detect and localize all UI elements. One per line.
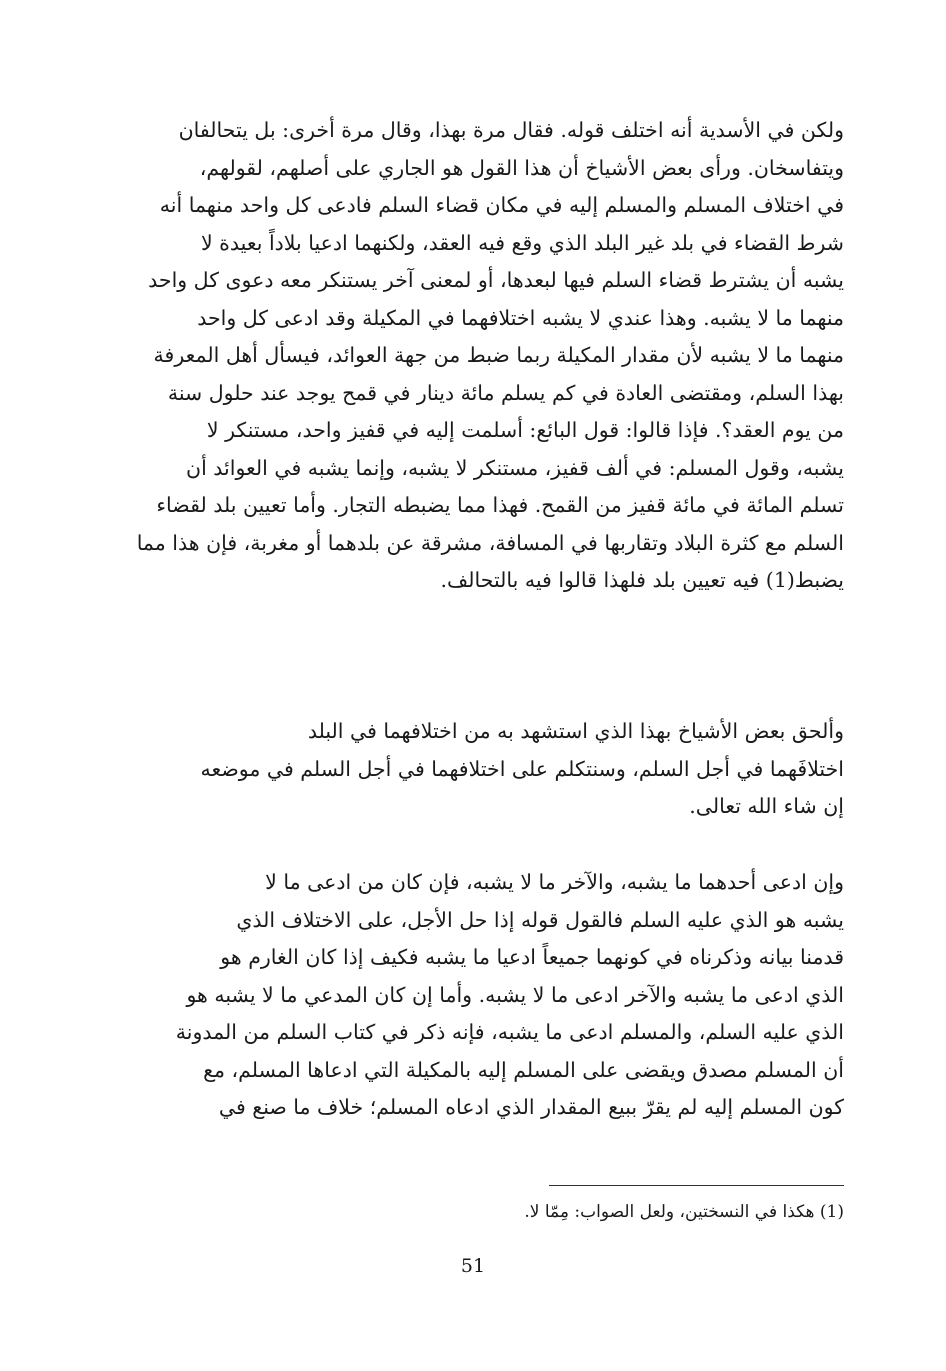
text-line: وألحق بعض الأشياخ بهذا الذي استشهد به من اختلافهما في البلد (307, 719, 844, 743)
text-line: تسلم المائة في مائة قفيز من القمح. فهذا مما يضبطه التجار. وأما تعيين بلد لقضاء (156, 493, 844, 517)
page-number: 51 (460, 1255, 486, 1277)
text-line: الذي عليه السلم، والمسلم ادعى ما يشبه، فإنه ذكر في كتاب السلم من المدونة (175, 1020, 844, 1044)
text-line: منهما ما لا يشبه. وهذا عندي لا يشبه اختلافهما في المكيلة وقد ادعى كل واحد (197, 305, 844, 330)
text-line: من يوم العقد؟. فإذا قالوا: قول البائع: أسلمت إليه في قفيز واحد، مستنكر لا (206, 418, 844, 442)
text-line: اختلافَهما في أجل السلم، وسنتكلم على اختلافهما في أجل السلم في موضعه (200, 756, 844, 781)
paragraph-1 (122, 112, 844, 600)
footnote-divider (549, 1185, 844, 1186)
text-line: السلم مع كثرة البلاد وتقاربها في المسافة، مشرقة عن بلدهما أو مغربة، فإن هذا مما (136, 530, 844, 555)
paragraph-3 (122, 864, 844, 1127)
text-line: يشبه أن يشترط قضاء السلم فيها لبعدها، أو لمعنى آخر يستنكر معه دعوى كل واحد (148, 268, 844, 292)
text-line: ولكن في الأسدية أنه اختلف قوله. فقال مرة بهذا، وقال مرة أخرى: بل يتحالفان (178, 118, 844, 142)
text-line: بهذا السلم، ومقتضى العادة في كم يسلم مائة دينار في قمح يوجد عند حلول سنة (167, 380, 844, 405)
text-line: أن المسلم مصدق ويقضى على المسلم إليه بالمكيلة التي ادعاها المسلم، مع (203, 1057, 844, 1082)
footnote: (1) هكذا في النسختين، ولعل الصواب: مِمّا لا. (524, 1202, 844, 1222)
text-line: منهما ما لا يشبه لأن مقدار المكيلة ربما ضبط من جهة العوائد، فيسأل أهل المعرفة (153, 343, 844, 367)
text-line: وإن ادعى أحدهما ما يشبه، والآخر ما لا يشبه، فإن كان من ادعى ما لا (265, 870, 844, 894)
text-line: كون المسلم إليه لم يقرّ ببيع المقدار الذي ادعاه المسلم؛ خلاف ما صنع في (218, 1095, 844, 1119)
text-line: شرط القضاء في بلد غير البلد الذي وقع فيه العقد، ولكنهما ادعيا بلاداً بعيدة لا (200, 230, 844, 255)
text-line: إن شاء الله تعالى. (689, 794, 844, 818)
text-line: قدمنا بيانه وذكرناه في كونهما جميعاً ادعيا ما يشبه فكيف إذا كان الغارم هو (220, 945, 844, 969)
paragraph-2 (122, 713, 844, 826)
text-line: الذي ادعى ما يشبه والآخر ادعى ما لا يشبه. وأما إن كان المدعي ما لا يشبه هو (186, 982, 844, 1007)
text-line: يشبه، وقول المسلم: في ألف قفيز، مستنكر لا يشبه، وإنما يشبه في العوائد أن (186, 455, 844, 480)
text-line: يضبط(1) فيه تعيين بلد فلهذا قالوا فيه بالتحالف. (440, 568, 844, 592)
text-line: في اختلاف المسلم والمسلم إليه في مكان قضاء السلم فادعى كل واحد منهما أنه (159, 193, 844, 217)
text-line: ويتفاسخان. ورأى بعض الأشياخ أن هذا القول هو الجاري على أصلهم، لقولهم، (199, 155, 844, 180)
text-line: يشبه هو الذي عليه السلم فالقول قوله إذا حل الأجل، على الاختلاف الذي (236, 907, 844, 932)
